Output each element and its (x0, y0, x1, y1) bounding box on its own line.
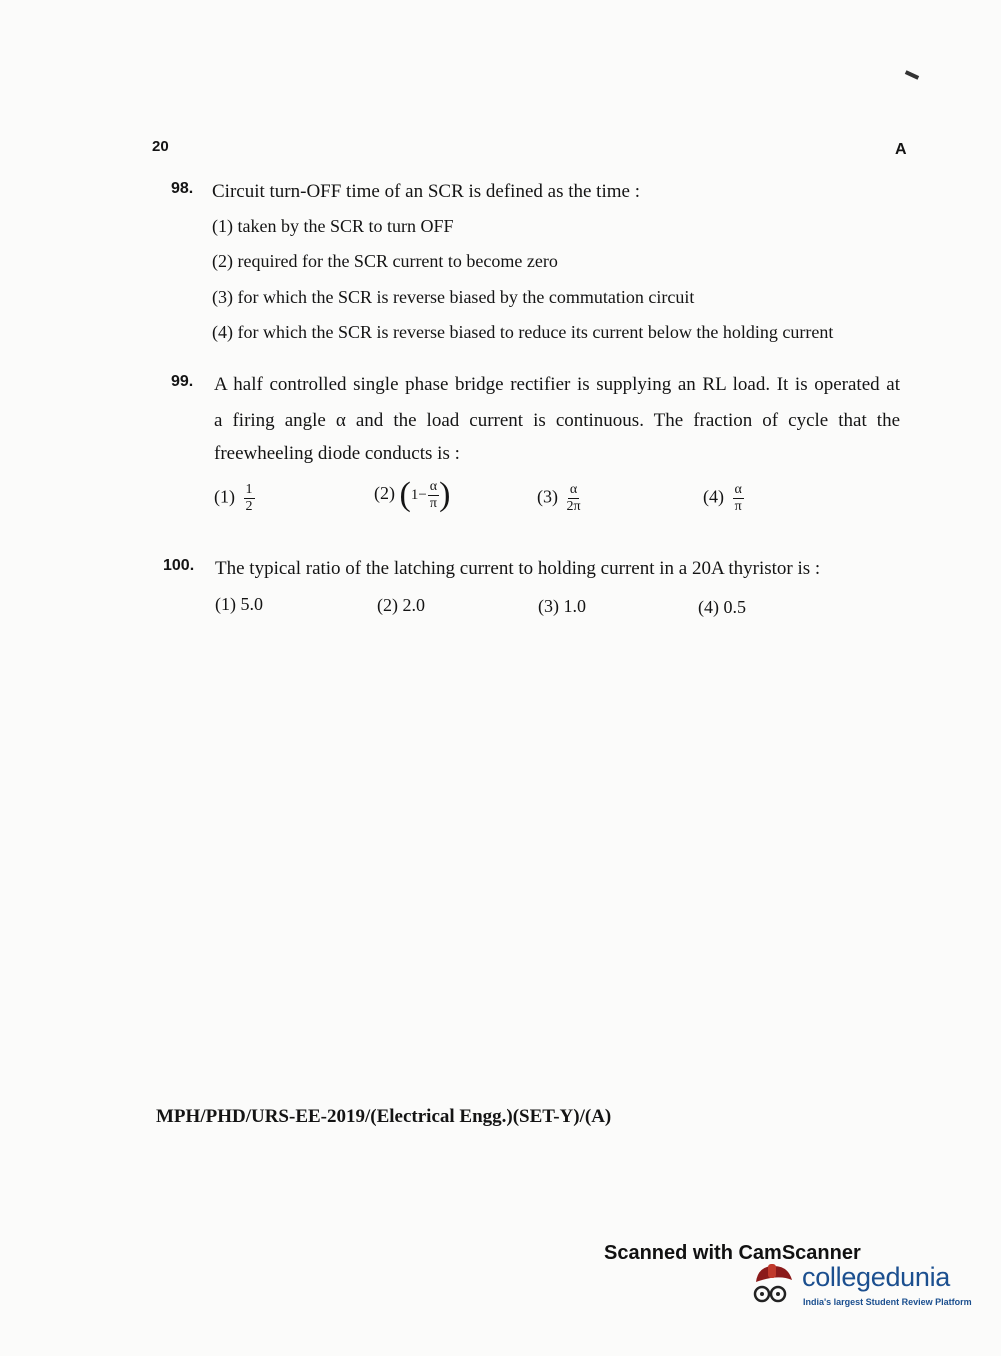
exam-code-footer: MPH/PHD/URS-EE-2019/(Electrical Engg.)(SET-Y)/(A) (156, 1106, 612, 1127)
expression (411, 479, 439, 512)
q98-option-4: (4) for which the SCR is reverse biased to reduce its current below the holding current (212, 322, 834, 342)
question-100-text: The typical ratio of the latching current to holding current in a 20A thyristor is : (215, 558, 821, 579)
numerator: α (429, 478, 438, 494)
q99-option-4 (703, 482, 744, 515)
denominator: π (429, 495, 437, 511)
fraction (428, 479, 439, 512)
denominator: π (734, 499, 742, 514)
page-number: 20 (152, 138, 169, 155)
q99-option-3 (537, 482, 581, 515)
one-minus: 1− (410, 486, 427, 503)
collegedunia-mascot-icon (748, 1262, 800, 1317)
q99-option-2-label: (2) (374, 483, 395, 504)
question-99-line-2: a firing angle α and the load current is continuous. The fraction of cycle that the (214, 410, 900, 431)
q99-option-4-label: (4) (703, 486, 724, 507)
numerator: α (569, 482, 578, 497)
numerator: α (734, 482, 742, 497)
q99-option-2 (374, 478, 450, 512)
q100-option-3: (3) 1.0 (538, 596, 586, 616)
denominator: 2 (245, 499, 253, 514)
question-number-100: 100. (163, 557, 195, 574)
collegedunia-logo-text: collegedunia (802, 1262, 951, 1292)
fraction (244, 482, 255, 515)
fraction (733, 482, 744, 515)
numerator: 1 (245, 482, 253, 497)
set-code: A (895, 141, 907, 158)
q98-option-3: (3) for which the SCR is reverse biased by the commutation circuit (212, 287, 695, 307)
scan-mark (905, 70, 919, 80)
left-paren: ( (399, 476, 411, 513)
denominator: 2π (566, 499, 581, 514)
question-number-99: 99. (171, 373, 194, 390)
question-98-text: Circuit turn-OFF time of an SCR is defined as the time : (212, 181, 640, 202)
collegedunia-tagline: India's largest Student Review Platform (803, 1297, 972, 1307)
fraction (567, 482, 581, 515)
question-99-line-3: freewheeling diode conducts is : (214, 443, 460, 464)
q100-option-4: (4) 0.5 (698, 597, 746, 617)
q100-option-1: (1) 5.0 (215, 594, 263, 614)
right-paren: ) (439, 476, 451, 513)
q99-option-1 (214, 482, 255, 515)
q99-option-3-label: (3) (537, 486, 558, 507)
question-number-98: 98. (171, 180, 194, 197)
q99-option-1-label: (1) (214, 486, 235, 507)
question-99-line-1: A half controlled single phase bridge rectifier is supplying an RL load. It is operated at (214, 374, 900, 395)
q98-option-2: (2) required for the SCR current to become zero (212, 251, 558, 271)
q98-option-1: (1) taken by the SCR to turn OFF (212, 216, 454, 236)
q100-option-2: (2) 2.0 (377, 595, 425, 615)
camscanner-watermark: Scanned with CamScanner (604, 1242, 861, 1264)
